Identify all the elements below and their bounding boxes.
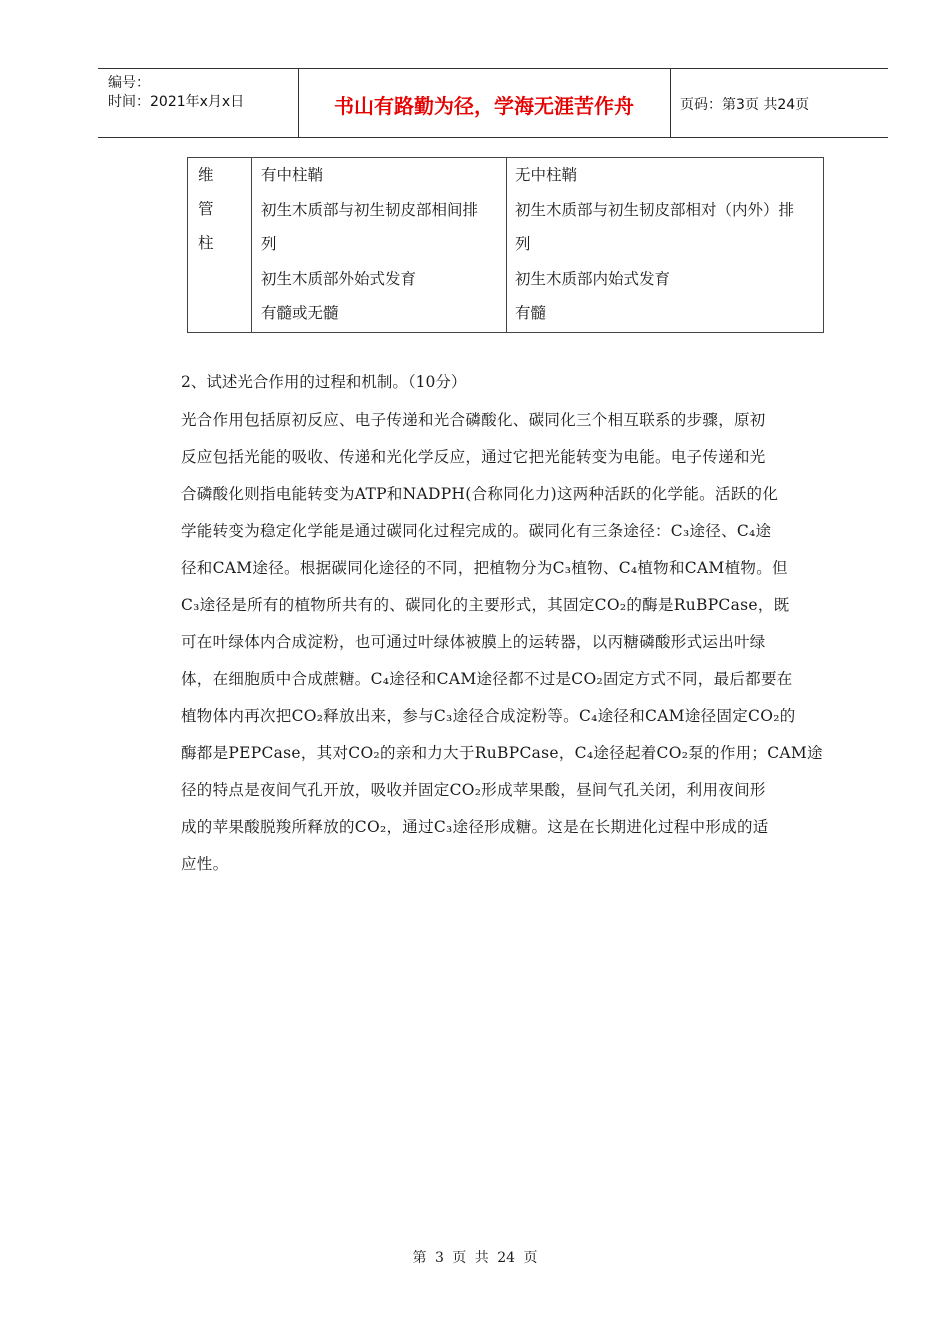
- answer-line: 径和CAM途径。根据碳同化途径的不同，把植物分为C₃植物、C₄植物和CAM植物。但: [181, 559, 788, 577]
- cell-line: 有髓: [515, 304, 547, 322]
- cell-line: 初生木质部与初生韧皮部相间排: [261, 200, 479, 219]
- answer-line: 合磷酸化则指电能转变为ATP和NADPH(合称同化力)这两种活跃的化学能。活跃的化: [181, 485, 779, 503]
- answer-line: C₃途径是所有的植物所共有的、碳同化的主要形式，其固定CO₂的酶是RuBPCase，既: [181, 596, 790, 614]
- serial-label: 编号：: [108, 75, 150, 91]
- row-label-char: 柱: [198, 234, 214, 252]
- table-divider: [251, 158, 252, 332]
- page-footer: 第 3 页 共 24 页: [412, 1250, 538, 1266]
- header-motto-cell: [298, 69, 671, 137]
- answer-line: 成的苹果酸脱羧所释放的CO₂，通过C₃途径形成糖。这是在长期进化过程中形成的适: [181, 818, 769, 836]
- comparison-table: [187, 157, 824, 333]
- header-page-number: 页码：第3页 共24页: [680, 97, 810, 113]
- answer-paragraph: [181, 402, 823, 883]
- table-cell-column-a: [261, 158, 504, 331]
- answer-line: 应性。: [181, 855, 229, 873]
- header-meta-cell: [98, 69, 299, 137]
- answer-line: 植物体内再次把CO₂释放出来，参与C₃途径合成淀粉等。C₄途径和CAM途径固定CO₂的: [181, 707, 796, 725]
- date-text: 时间：2021年x月x日: [108, 94, 245, 110]
- answer-line: 径的特点是夜间气孔开放，吸收并固定CO₂形成苹果酸，昼间气孔关闭，利用夜间形: [181, 781, 766, 799]
- header-page-cell: [670, 69, 888, 137]
- cell-line: 有中柱鞘: [261, 166, 324, 184]
- question-heading: 2、试述光合作用的过程和机制。（10分）: [181, 373, 467, 391]
- cell-line: 列: [261, 235, 277, 253]
- answer-line: 光合作用包括原初反应、电子传递和光合磷酸化、碳同化三个相互联系的步骤，原初: [181, 411, 766, 429]
- cell-line: 初生木质部内始式发育: [515, 269, 671, 288]
- row-label-char: 维: [198, 166, 214, 184]
- cell-line: 初生木质部外始式发育: [261, 269, 417, 288]
- answer-line: 反应包括光能的吸收、传递和光化学反应，通过它把光能转变为电能。电子传递和光: [181, 448, 766, 466]
- table-divider: [506, 158, 507, 332]
- answer-line: 酶都是PEPCase，其对CO₂的亲和力大于RuBPCase，C₄途径起着CO₂泵的作用；CAM途: [181, 744, 823, 762]
- answer-line: 学能转变为稳定化学能是通过碳同化过程完成的。碳同化有三条途径：C₃途径、C₄途: [181, 522, 772, 540]
- cell-line: 有髓或无髓: [261, 304, 339, 322]
- page-header: [98, 68, 888, 138]
- answer-line: 可在叶绿体内合成淀粉，也可通过叶绿体被膜上的运转器，以丙糖磷酸形式运出叶绿: [181, 633, 766, 651]
- cell-line: 初生木质部与初生韧皮部相对（内外）排: [515, 200, 795, 219]
- cell-line: 列: [515, 235, 531, 253]
- cell-line: 无中柱鞘: [515, 166, 578, 184]
- answer-line: 体，在细胞质中合成蔗糖。C₄途径和CAM途径都不过是CO₂固定方式不同，最后都要在: [181, 670, 793, 688]
- header-motto: 书山有路勤为径，学海无涯苦作舟: [334, 94, 634, 118]
- table-cell-column-b: [515, 158, 820, 331]
- row-label-char: 管: [198, 200, 214, 218]
